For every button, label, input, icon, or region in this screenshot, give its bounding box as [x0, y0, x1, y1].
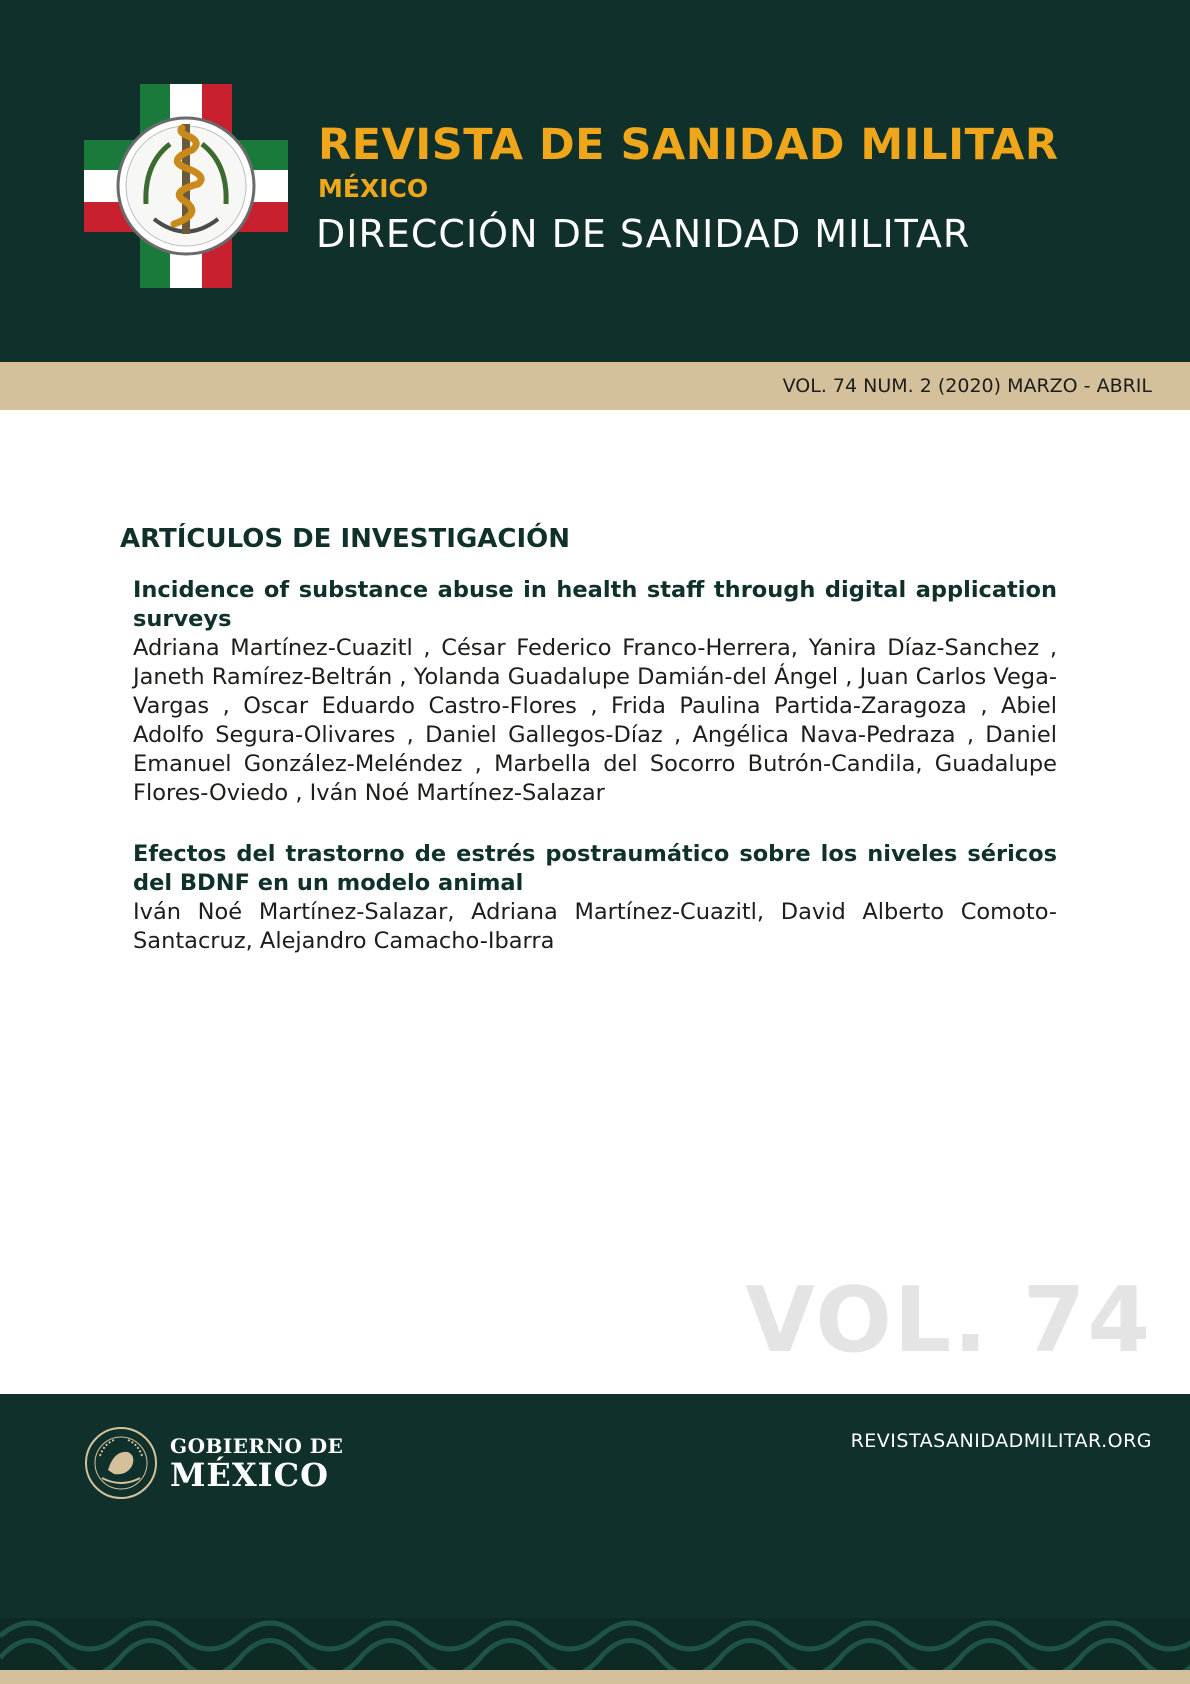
website-link[interactable]: REVISTASANIDADMILITAR.ORG	[850, 1430, 1152, 1452]
decorative-pattern-strip	[0, 1618, 1190, 1670]
article-authors: Iván Noé Martínez-Salazar, Adriana Martínez-Cuazitl, David Alberto Comoto-Santacruz, Alejandro Camacho-Ibarra	[133, 899, 1057, 954]
article-authors: Adriana Martínez-Cuazitl , César Federico Franco-Herrera, Yanira Díaz-Sanchez , Janeth Ramírez-Beltrán , Yolanda Guadalupe Damián-del Ángel , Juan Carlos Vega-Vargas , Oscar Eduardo Castro-Flores , Frida Paulina Partida-Zaragoza , Abiel Adolfo Segura-Olivares , Daniel Gallegos-Díaz , Angélica Nava-Pedraza , Daniel Emanuel González-Meléndez , Marbella del Socorro Butrón-Candila, Guadalupe Flores-Oviedo , Iván Noé Martínez-Salazar	[133, 635, 1057, 806]
red-green-cross-with-serpent-staff-emblem-icon	[84, 84, 288, 288]
journal-direction: DIRECCIÓN DE SANIDAD MILITAR	[316, 212, 971, 256]
article-title[interactable]: Incidence of substance abuse in health staff through digital application surveys	[133, 577, 1057, 632]
article-entry	[133, 576, 1057, 808]
government-logo-line2: MÉXICO	[170, 1456, 329, 1494]
mexican-coat-of-arms-seal-icon	[84, 1426, 158, 1500]
issue-info: VOL. 74 NUM. 2 (2020) MARZO - ABRIL	[782, 375, 1152, 397]
article-entry	[133, 840, 1057, 956]
article-title[interactable]: Efectos del trastorno de estrés postraumático sobre los niveles séricos del BDNF en un modelo animal	[133, 841, 1057, 896]
bottom-edge	[0, 1670, 1190, 1684]
section-heading: ARTÍCULOS DE INVESTIGACIÓN	[120, 524, 571, 554]
issue-band	[0, 362, 1190, 410]
header	[0, 0, 1190, 362]
government-logo-line1: GOBIERNO DE	[170, 1434, 344, 1458]
volume-watermark: VOL. 74	[745, 1268, 1152, 1373]
journal-title: REVISTA DE SANIDAD MILITAR	[318, 120, 1059, 170]
journal-country: MÉXICO	[318, 174, 429, 203]
